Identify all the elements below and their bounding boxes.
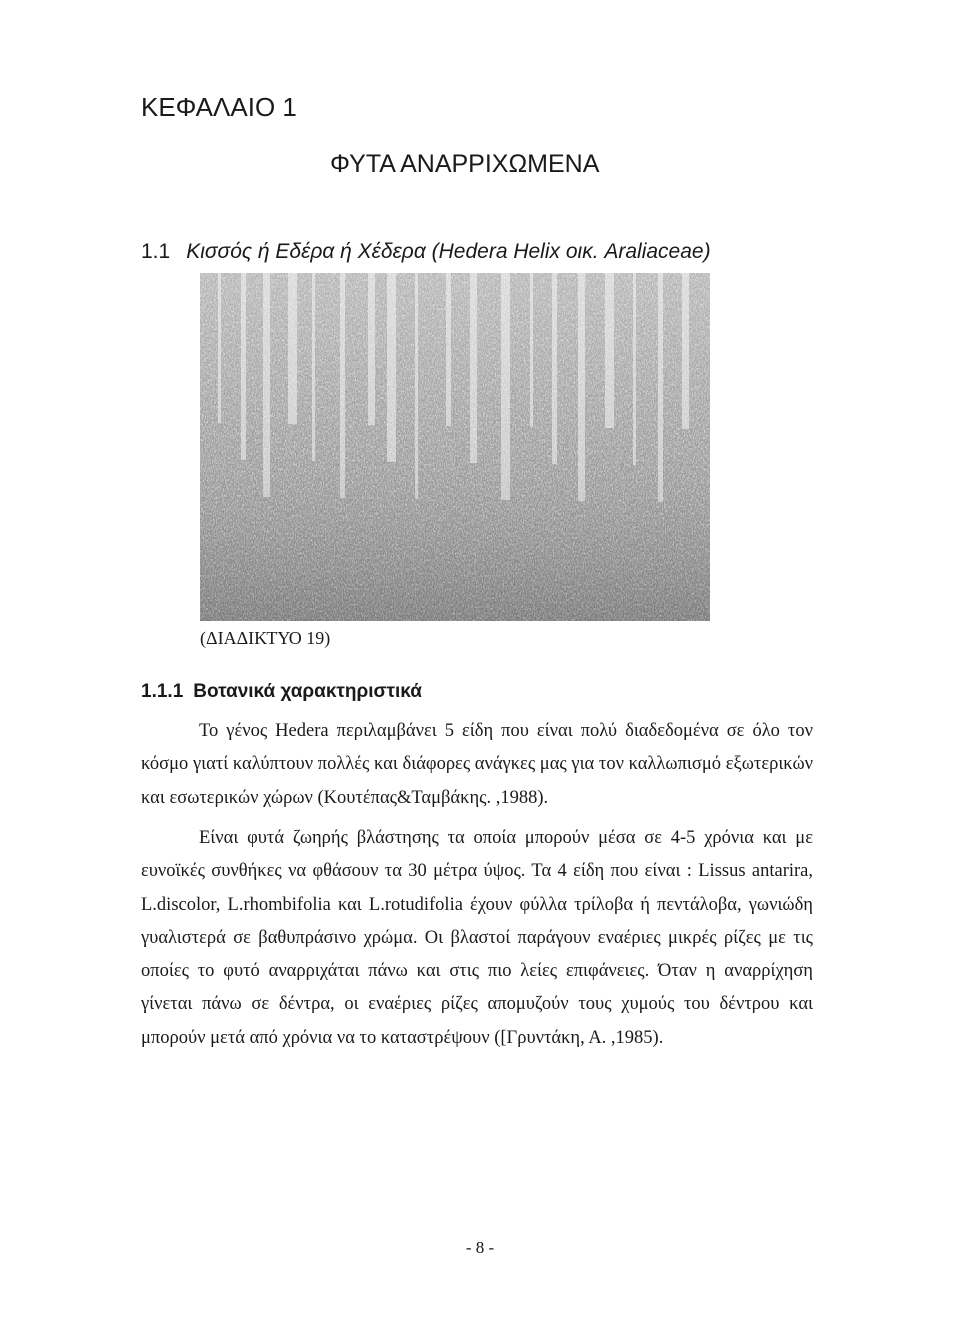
body-paragraph: Είναι φυτά ζωηρής βλάστησης τα οποία μπορούν μέσα σε 4-5 χρόνια και με ευνοϊκές συνθήκες να φθάσουν τα 30 μέτρα ύψος. Τα 4 είδη που είναι : Lissus antarira, L.discolor, L.rhombifolia και L.rotudifolia έχουν φύλλα τρίλοβα ή πεντάλοβα, γωνιώδη γυαλιστερά σε βαθυπράσινο χρώμα. Οι βλαστοί παράγουν εναέριες μικρές ρίζες με τις οποίες το φυτό αναρριχάται πάνω και στις πιο λείες επιφάνειες. Όταν η αναρρίχηση γίνεται πάνω σε δέντρα, οι εναέριες ρίζες απομυζούν τους χυμούς του δέντρου και μπορούν μετά από χρόνια να το καταστρέψουν ([Γρυντάκη, Α. ,1985). [141,828,813,1048]
ivy-forest-photo [200,273,710,621]
subsection-title: Βοτανικά χαρακτηριστικά [193,681,422,702]
subsection-number: 1.1.1 [141,681,184,702]
section-title: Κισσός ή Εδέρα ή Χέδερα (Hedera Helix οικ. Araliaceae) [186,240,711,263]
section-heading [141,240,711,264]
figure-caption: (ΔΙΑΔΙΚΤΥΟ 19) [200,628,331,648]
chapter-heading: ΚΕΦΑΛΑΙΟ 1 [141,92,297,122]
page-number: - 8 - [465,1238,495,1257]
chapter-title: ΦΥΤΑ ΑΝΑΡΡΙΧΩΜΕΝΑ [330,150,600,178]
body-paragraph: Το γένος Hedera περιλαμβάνει 5 είδη που είναι πολύ διαδεδομένα σε όλο τον κόσμο γιατί καλύπτουν πολλές και διάφορες ανάγκες μας για τον καλλωπισμό εξωτερικών και εσωτερικών χώρων (Κουτέπας&Ταμβάκης. ,1988). [141,721,813,808]
section-number: 1.1 [141,240,171,263]
subsection-heading [141,681,422,703]
